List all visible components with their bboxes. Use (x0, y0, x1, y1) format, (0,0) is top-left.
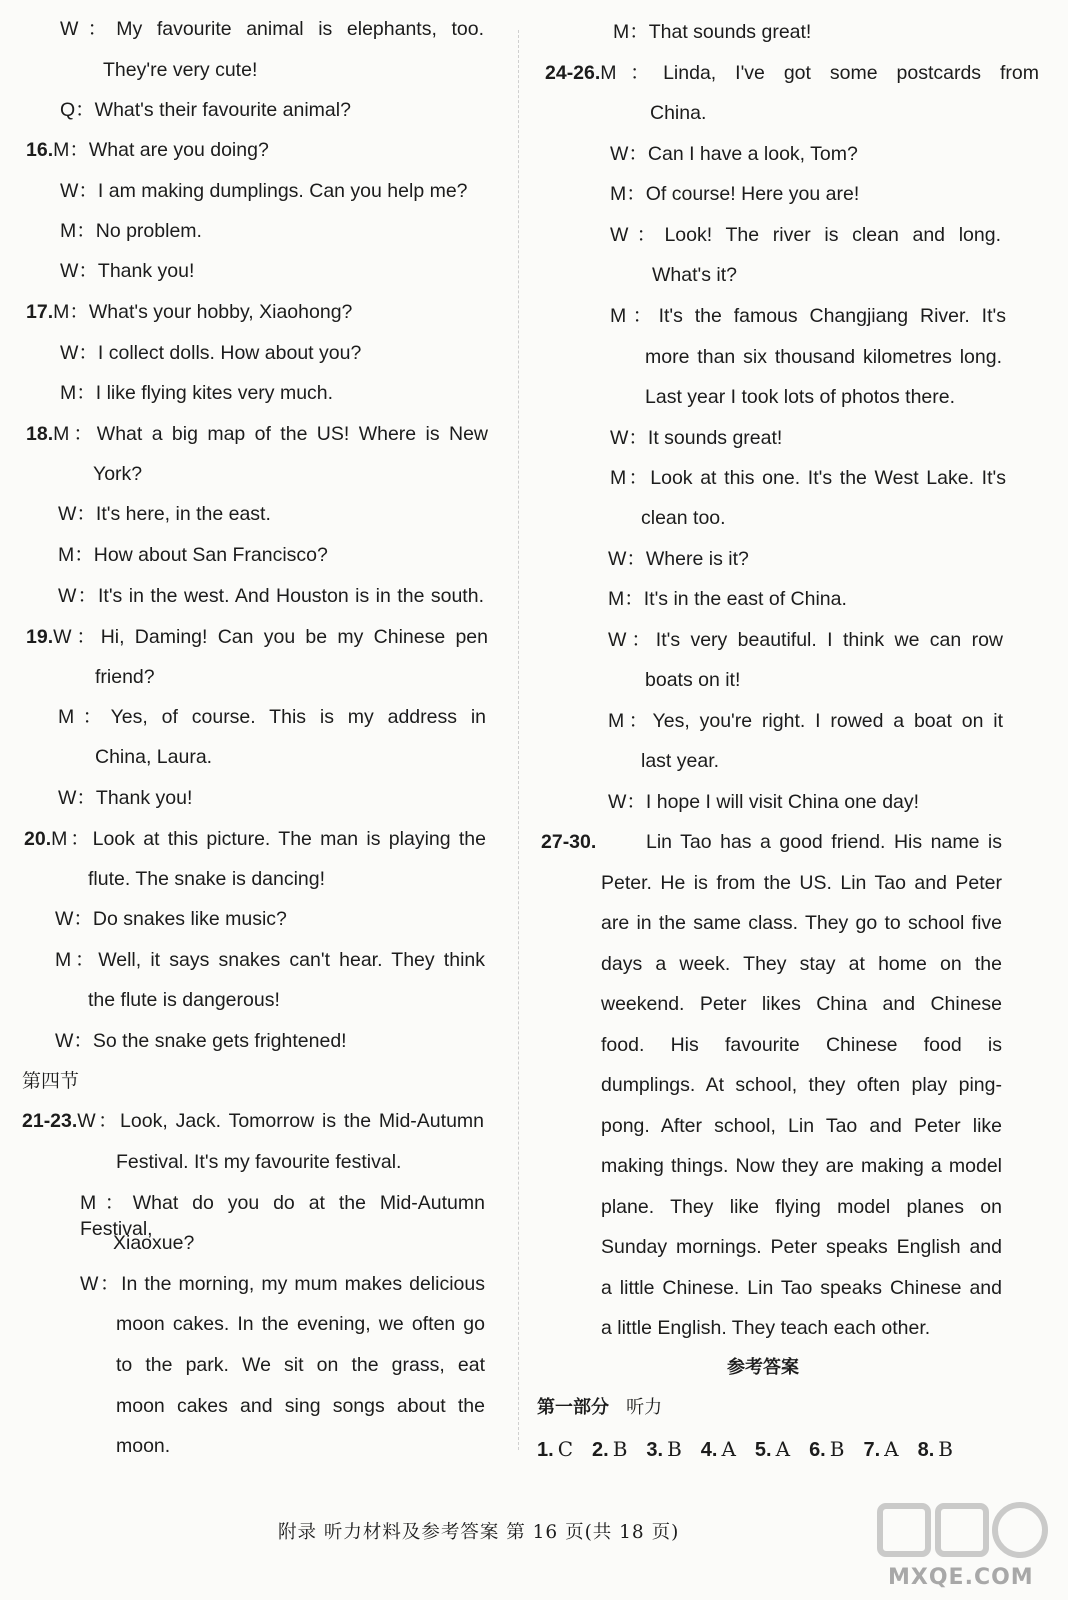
answer-list (537, 1436, 972, 1463)
transcript-line (60, 97, 351, 123)
transcript-line (601, 1072, 1002, 1098)
transcript-line (95, 664, 155, 690)
line-text: Peter. He is from the US. Lin Tao and Peter (601, 872, 1002, 894)
transcript-line (116, 1393, 485, 1419)
watermark-text: MXQE.COM (888, 1565, 1034, 1590)
transcript-line (645, 384, 955, 410)
line-text: Q：What's their favourite animal? (60, 99, 351, 121)
line-text: clean too. (641, 507, 726, 529)
line-text: China. (650, 102, 707, 124)
answer-number: 1. (537, 1439, 554, 1461)
transcript-line (610, 222, 1001, 248)
transcript-line (113, 1230, 194, 1256)
transcript-line (601, 1315, 930, 1341)
line-text: York? (93, 463, 143, 485)
transcript-line (26, 137, 269, 163)
line-text: W：So the snake gets frightened! (55, 1030, 347, 1052)
line-text: M：What a big map of the US! Where is New (53, 423, 488, 445)
page-footer: 附录 听力材料及参考答案 第 16 页(共 18 页) (278, 1522, 680, 1543)
line-text: W：It's in the west. And Houston is in the south. (58, 585, 484, 607)
line-text: M：What do you do at the Mid-Autumn Festival, (80, 1192, 485, 1240)
line-text: Sunday mornings. Peter speaks English and (601, 1236, 1002, 1258)
line-text: W：Thank you! (60, 260, 195, 282)
answer-number: 5. (754, 1439, 772, 1461)
line-text: W：It's here, in the east. (58, 503, 271, 525)
transcript-line (80, 1271, 485, 1297)
answer-item (809, 1439, 844, 1461)
transcript-line (88, 866, 325, 892)
transcript-line (60, 218, 202, 244)
line-text: W：In the morning, my mum makes delicious (80, 1273, 485, 1295)
line-text: Festival. It's my favourite festival. (116, 1151, 402, 1173)
answer-value: C (557, 1437, 573, 1461)
line-text: a little English. They teach each other. (601, 1317, 931, 1339)
line-text: friend? (95, 666, 155, 688)
line-text: the flute is dangerous! (88, 989, 280, 1011)
line-text: plane. They like flying model planes on (601, 1196, 1002, 1218)
line-text: W：Thank you! (58, 787, 193, 809)
line-text: moon. (116, 1435, 171, 1457)
line-text: China, Laura. (95, 746, 213, 768)
transcript-line (22, 1108, 484, 1134)
line-text: moon cakes and sing songs about the (116, 1395, 485, 1417)
answer-heading: 参考答案 (727, 1357, 799, 1378)
transcript-line (88, 987, 280, 1013)
line-text: making things. Now they are making a model (601, 1155, 1002, 1177)
transcript-line (58, 704, 486, 730)
transcript-line (608, 627, 1003, 653)
line-text: boats on it! (645, 669, 741, 691)
transcript-line (24, 826, 486, 852)
line-text: moon cakes. In the evening, we often go (116, 1313, 485, 1335)
line-text: M：Linda, I've got some postcards from (600, 62, 1039, 84)
line-text: W：Look, Jack. Tomorrow is the Mid-Autumn (77, 1110, 484, 1132)
transcript-line (645, 344, 1002, 370)
transcript-line (652, 262, 737, 288)
question-number: 17. (26, 301, 54, 323)
answer-value: A (775, 1437, 791, 1461)
answer-number: 8. (917, 1439, 935, 1461)
answer-number: 3. (646, 1439, 664, 1461)
line-text: M：What's your hobby, Xiaohong? (53, 301, 353, 323)
line-text: W：Look! The river is clean and long. (610, 224, 1001, 246)
answer-item (863, 1439, 898, 1461)
transcript-line (116, 1149, 401, 1175)
answer-value: B (612, 1437, 628, 1461)
line-text: flute. The snake is dancing! (88, 868, 326, 890)
transcript-line (116, 1433, 170, 1459)
line-text: They're very cute! (103, 59, 258, 81)
line-text: M：I like flying kites very much. (60, 382, 334, 404)
transcript-line (613, 19, 811, 45)
transcript-line (608, 546, 749, 572)
transcript-line (641, 748, 719, 774)
transcript-line (601, 951, 1002, 977)
question-number: 27-30. (541, 831, 597, 853)
transcript-line (60, 258, 194, 284)
line-text: W：My favourite animal is elephants, too. (60, 18, 484, 40)
transcript-line (55, 947, 485, 973)
line-text: M：It's in the east of China. (608, 588, 847, 610)
column-divider (518, 30, 519, 1450)
question-number: 24-26. (545, 62, 601, 84)
line-text: M：Yes, you're right. I rowed a boat on it (608, 710, 1003, 732)
question-number: 21-23. (22, 1110, 78, 1132)
transcript-line (93, 461, 142, 487)
line-text: weekend. Peter likes China and Chinese (601, 993, 1002, 1015)
line-text: W：It sounds great! (610, 427, 783, 449)
transcript-line (116, 1352, 485, 1378)
answer-number: 6. (809, 1439, 826, 1461)
line-text: W：Where is it? (608, 548, 749, 570)
question-number: 20. (24, 828, 52, 850)
line-text: M：Well, it says snakes can't hear. They think (55, 949, 485, 971)
transcript-line (26, 299, 352, 325)
transcript-line (103, 57, 257, 83)
line-text: are in the same class. They go to school five (601, 912, 1002, 934)
answer-item (918, 1439, 953, 1461)
line-text: W：I am making dumplings. Can you help me? (60, 180, 468, 202)
section-heading (22, 1068, 79, 1094)
line-text: W：I hope I will visit China one day! (608, 791, 920, 813)
transcript-line (610, 303, 1006, 329)
answer-value: A (884, 1437, 899, 1461)
transcript-line (650, 100, 706, 126)
transcript-line (646, 829, 1002, 855)
line-text: Last year I took lots of photos there. (645, 386, 956, 408)
line-text: to the park. We sit on the grass, eat (116, 1354, 485, 1376)
transcript-line (60, 380, 333, 406)
part-heading (537, 1395, 662, 1421)
transcript-line (601, 910, 1002, 936)
part-title: 听力 (626, 1397, 663, 1418)
line-text: pong. After school, Lin Tao and Peter like (601, 1115, 1002, 1137)
transcript-line (610, 141, 858, 167)
line-text: M：Of course! Here you are! (610, 183, 860, 205)
transcript-line (608, 708, 1003, 734)
answer-value: A (721, 1437, 736, 1461)
answer-item (592, 1439, 627, 1461)
question-number: 19. (26, 626, 54, 648)
line-text: M：No problem. (60, 220, 202, 242)
transcript-line (610, 425, 782, 451)
line-text: W：I collect dolls. How about you? (60, 342, 362, 364)
line-text: M：How about San Francisco? (58, 544, 328, 566)
transcript-line (601, 870, 1002, 896)
line-text: dumplings. At school, they often play ping- (601, 1074, 1002, 1096)
transcript-line (601, 991, 1002, 1017)
transcript-line (601, 1032, 1002, 1058)
answer-item (646, 1439, 681, 1461)
transcript-line (26, 624, 488, 650)
line-text: M：Yes, of course. This is my address in (58, 706, 486, 728)
transcript-line (95, 744, 212, 770)
line-text: W：Can I have a look, Tom? (610, 143, 858, 165)
line-text: M：Look at this picture. The man is playing the (51, 828, 486, 850)
line-text: M：That sounds great! (613, 21, 812, 43)
line-text: M：It's the famous Changjiang River. It's (610, 305, 1006, 327)
transcript-line (58, 785, 192, 811)
transcript-line (58, 583, 484, 609)
line-text: last year. (641, 750, 720, 772)
line-text: a little Chinese. Lin Tao speaks Chinese and (601, 1277, 1002, 1299)
line-text: days a week. They stay at home on the (601, 953, 1002, 975)
transcript-line (610, 181, 859, 207)
line-text: M：Look at this one. It's the West Lake. It's (610, 467, 1006, 489)
transcript-line (60, 340, 361, 366)
transcript-line (60, 178, 468, 204)
line-text: What's it? (652, 264, 737, 286)
part-label: 第一部分 (537, 1397, 609, 1418)
answer-item (755, 1439, 790, 1461)
transcript-line (601, 1194, 1002, 1220)
transcript-line (55, 1028, 347, 1054)
question-number: 18. (26, 423, 54, 445)
transcript-line (608, 586, 847, 612)
answer-number: 4. (700, 1439, 718, 1461)
answer-number: 2. (592, 1439, 609, 1461)
transcript-line (645, 667, 740, 693)
line-text: M：What are you doing? (53, 139, 269, 161)
transcript-line (601, 1275, 1002, 1301)
transcript-line (601, 1234, 1002, 1260)
line-text: food. His favourite Chinese food is (601, 1034, 1002, 1056)
answer-item (701, 1439, 736, 1461)
line-text: W：Hi, Daming! Can you be my Chinese pen (53, 626, 488, 648)
answer-value: B (829, 1437, 845, 1461)
transcript-line (545, 60, 1039, 86)
question-number: 16. (26, 139, 54, 161)
transcript-line (601, 1113, 1002, 1139)
line-text: Xiaoxue? (113, 1232, 195, 1254)
transcript-line (55, 906, 287, 932)
transcript-line (610, 465, 1006, 491)
line-text: Lin Tao has a good friend. His name is (646, 831, 1002, 853)
line-text: W：It's very beautiful. I think we can row (608, 629, 1003, 651)
line-text: W：Do snakes like music? (55, 908, 287, 930)
transcript-line (608, 789, 919, 815)
transcript-line (58, 542, 328, 568)
answer-value: B (938, 1437, 953, 1461)
transcript-line (60, 16, 484, 42)
transcript-line (541, 829, 596, 855)
transcript-line (116, 1311, 485, 1337)
line-text: 第四节 (22, 1070, 80, 1092)
transcript-line (601, 1153, 1002, 1179)
answer-item (537, 1439, 573, 1461)
answer-number: 7. (863, 1439, 881, 1461)
line-text: more than six thousand kilometres long. (645, 346, 1002, 368)
transcript-line (58, 501, 271, 527)
transcript-line (26, 421, 488, 447)
transcript-line (641, 505, 726, 531)
answer-value: B (667, 1437, 682, 1461)
